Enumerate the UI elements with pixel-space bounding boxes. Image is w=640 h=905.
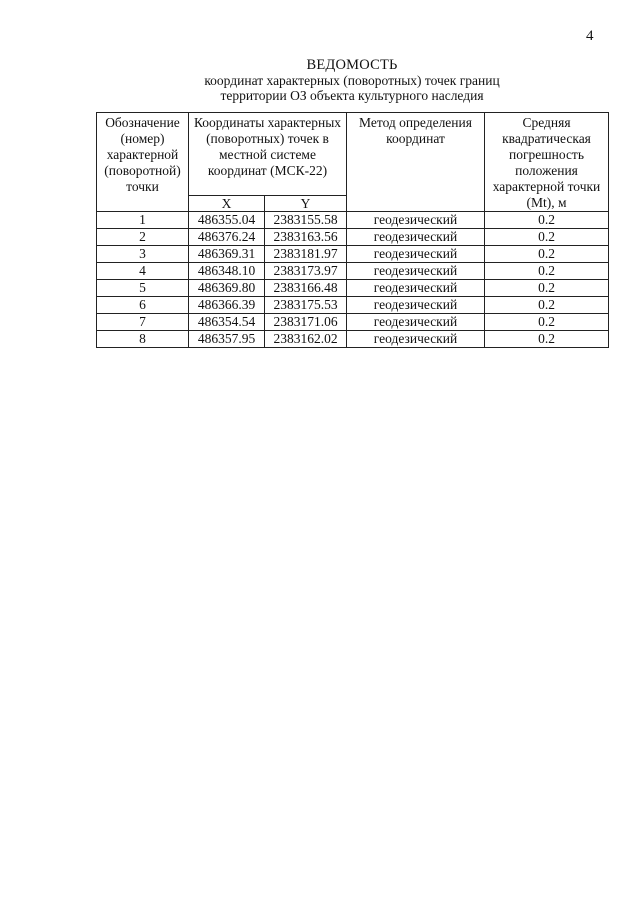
coord-x: 486355.04 (189, 212, 265, 229)
method: геодезический (347, 246, 485, 263)
coordinates-table (96, 112, 609, 348)
header-x: X (189, 196, 265, 212)
point-number: 3 (97, 246, 189, 263)
title-main: ВЕДОМОСТЬ (306, 57, 398, 73)
mt-error: 0.2 (485, 263, 609, 280)
coord-x: 486354.54 (189, 314, 265, 331)
point-number: 5 (97, 280, 189, 297)
mt-error: 0.2 (485, 246, 609, 263)
table-row (97, 297, 609, 314)
method: геодезический (347, 263, 485, 280)
coord-x: 486366.39 (189, 297, 265, 314)
mt-error: 0.2 (485, 212, 609, 229)
header-y: Y (265, 196, 347, 212)
header-method: Метод определения координат (347, 113, 485, 212)
mt-error: 0.2 (485, 314, 609, 331)
mt-error: 0.2 (485, 297, 609, 314)
point-number: 4 (97, 263, 189, 280)
coord-y: 2383173.97 (265, 263, 347, 280)
table-row (97, 331, 609, 348)
coord-x: 486369.31 (189, 246, 265, 263)
point-number: 8 (97, 331, 189, 348)
coord-x: 486357.95 (189, 331, 265, 348)
table-row (97, 229, 609, 246)
mt-error: 0.2 (485, 280, 609, 297)
header-error: Средняя квадратическая погрешность положения характерной точки (Mt), м (485, 113, 609, 212)
point-number: 7 (97, 314, 189, 331)
coord-x: 486376.24 (189, 229, 265, 246)
method: геодезический (347, 297, 485, 314)
header-point: Обозначение (номер) характерной (поворотной) точки (97, 113, 189, 212)
method: геодезический (347, 212, 485, 229)
page-number: 4 (586, 28, 594, 44)
table-row (97, 246, 609, 263)
coord-y: 2383181.97 (265, 246, 347, 263)
document-title (96, 58, 608, 103)
method: геодезический (347, 280, 485, 297)
coord-y: 2383163.56 (265, 229, 347, 246)
table-row (97, 263, 609, 280)
table-row (97, 280, 609, 297)
point-number: 6 (97, 297, 189, 314)
method: геодезический (347, 331, 485, 348)
point-number: 1 (97, 212, 189, 229)
title-line-1: координат характерных (поворотных) точек границ (204, 73, 500, 88)
coord-y: 2383171.06 (265, 314, 347, 331)
point-number: 2 (97, 229, 189, 246)
table-row (97, 212, 609, 229)
mt-error: 0.2 (485, 331, 609, 348)
title-line-2: территории ОЗ объекта культурного наследия (220, 88, 484, 103)
table-row (97, 314, 609, 331)
coord-x: 486348.10 (189, 263, 265, 280)
header-coordinates: Координаты характерных (поворотных) точек в местной системе координат (МСК-22) (189, 113, 347, 196)
coord-x: 486369.80 (189, 280, 265, 297)
method: геодезический (347, 229, 485, 246)
coord-y: 2383166.48 (265, 280, 347, 297)
coord-y: 2383175.53 (265, 297, 347, 314)
mt-error: 0.2 (485, 229, 609, 246)
method: геодезический (347, 314, 485, 331)
coord-y: 2383162.02 (265, 331, 347, 348)
coord-y: 2383155.58 (265, 212, 347, 229)
